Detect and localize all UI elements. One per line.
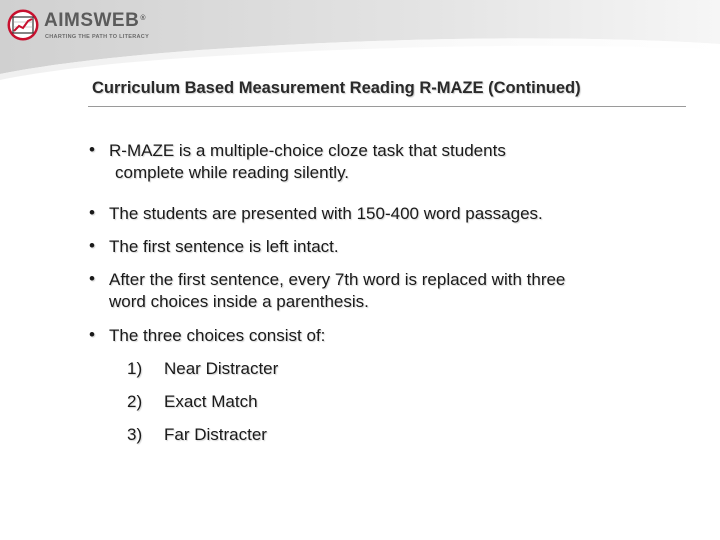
choice-text: Exact Match (164, 392, 258, 411)
bullet-marker: • (89, 203, 95, 222)
bullet-text: The first sentence is left intact. (109, 237, 339, 256)
bullet-text: The three choices consist of: (109, 326, 326, 345)
slide-title: Curriculum Based Measurement Reading R-MAZE (Continued) (92, 79, 581, 97)
bullet-text: After the first sentence, every 7th word is replaced with three (109, 270, 566, 289)
bullet-item (88, 140, 688, 184)
bullet-marker: • (89, 325, 95, 344)
logo-chart-icon (6, 8, 40, 42)
choice-item (127, 358, 688, 380)
choice-item (127, 391, 688, 413)
slide-body (88, 140, 688, 457)
bullet-item (88, 203, 688, 225)
title-divider (88, 106, 686, 107)
choice-number: 1) (127, 359, 143, 378)
bullet-marker: • (89, 236, 95, 255)
bullet-item (88, 269, 688, 313)
bullet-text: word choices inside a parenthesis. (109, 292, 369, 311)
choice-item (127, 424, 688, 446)
bullet-marker: • (89, 140, 95, 159)
bullet-text: complete while reading silently. (115, 163, 350, 182)
logo-tagline: CHARTING THE PATH TO LITERACY (45, 34, 150, 40)
aimsweb-logo (6, 8, 166, 42)
bullet-marker: • (89, 269, 95, 288)
bullet-text: R-MAZE is a multiple-choice cloze task that students (109, 141, 506, 160)
bullet-item (88, 236, 688, 258)
choice-number: 2) (127, 392, 143, 411)
bullet-item (88, 325, 688, 347)
choice-text: Near Distracter (164, 359, 279, 378)
choice-number: 3) (127, 425, 143, 444)
header-band (0, 0, 720, 90)
bullet-text: The students are presented with 150-400 word passages. (109, 204, 543, 223)
logo-wordmark: AIMSWEB® (44, 10, 146, 31)
choice-text: Far Distracter (164, 425, 267, 444)
choices-list (88, 358, 688, 446)
